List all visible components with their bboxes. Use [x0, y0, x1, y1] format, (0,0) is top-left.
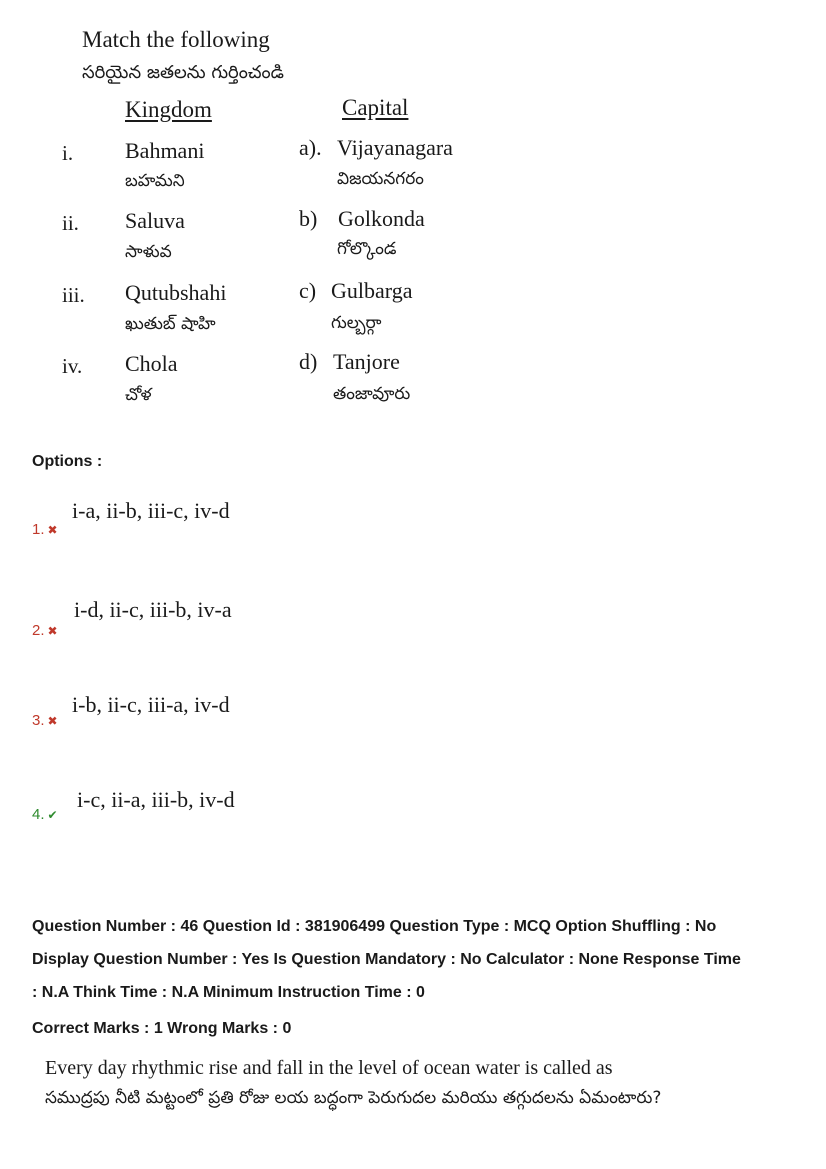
option-number: 4.	[32, 806, 45, 823]
kingdom-name-telugu: బహమని	[125, 171, 185, 191]
kingdom-name-telugu: సాళువ	[125, 242, 172, 262]
question-meta-line-1: Question Number : 46 Question Id : 381906499 Question Type : MCQ Option Shuffling : No	[32, 918, 717, 935]
option-2-text[interactable]: i-d, ii-c, iii-b, iv-a	[74, 597, 232, 622]
kingdom-name: Saluva	[125, 208, 185, 233]
kingdom-name: Bahmani	[125, 138, 205, 163]
question-title: Match the following	[82, 27, 270, 52]
kingdom-name-telugu: చోళ	[125, 385, 152, 405]
capital-name-telugu: విజయనగరం	[337, 169, 424, 189]
capital-letter: b)	[299, 206, 318, 231]
capital-name: Vijayanagara	[337, 135, 453, 160]
question-meta-line-4: Correct Marks : 1 Wrong Marks : 0	[32, 1020, 292, 1037]
capital-name-telugu: గుల్బర్గా	[331, 313, 382, 333]
options-label: Options :	[32, 453, 103, 470]
capital-name: Golkonda	[338, 206, 425, 231]
header-capital: Capital	[342, 95, 409, 120]
row-roman: iv.	[62, 354, 83, 378]
header-kingdom: Kingdom	[125, 97, 212, 122]
option-3-text[interactable]: i-b, ii-c, iii-a, iv-d	[72, 692, 230, 717]
option-1-number	[32, 521, 58, 538]
capital-name-telugu: తంజావూరు	[333, 384, 411, 404]
capital-name: Tanjore	[333, 349, 400, 374]
row-roman: ii.	[62, 211, 79, 235]
capital-letter: a).	[299, 135, 322, 160]
capital-letter: d)	[299, 349, 318, 374]
capital-letter: c)	[299, 278, 317, 303]
row-roman: iii.	[62, 283, 85, 307]
wrong-mark-icon: ✖	[47, 714, 58, 728]
wrong-mark-icon: ✖	[47, 624, 58, 638]
option-1-text[interactable]: i-a, ii-b, iii-c, iv-d	[72, 498, 230, 523]
option-number: 2.	[32, 622, 45, 639]
question-title-telugu: సరియైన జతలను గుర్తించండి	[82, 62, 284, 83]
wrong-mark-icon: ✖	[47, 523, 58, 537]
question-meta-line-3: : N.A Think Time : N.A Minimum Instruction Time : 0	[32, 984, 425, 1001]
capital-name: Gulbarga	[331, 278, 413, 303]
option-number: 1.	[32, 521, 45, 538]
kingdom-name: Chola	[125, 351, 178, 376]
option-2-number	[32, 622, 58, 639]
next-question-text-telugu: సముద్రపు నీటి మట్టంలో ప్రతి రోజు లయ బద్ధంగా పెరుగుదల మరియు తగ్గుదలను ఏమంటారు?	[45, 1088, 662, 1108]
correct-check-icon: ✔	[47, 808, 58, 822]
capital-name-telugu: గోల్కొండ	[337, 239, 397, 259]
option-4-text[interactable]: i-c, ii-a, iii-b, iv-d	[77, 787, 235, 812]
kingdom-name: Qutubshahi	[125, 280, 227, 305]
question-meta-line-2: Display Question Number : Yes Is Question Mandatory : No Calculator : None Response Time	[32, 951, 741, 968]
option-3-number	[32, 712, 58, 729]
option-4-number	[32, 806, 58, 823]
option-number: 3.	[32, 712, 45, 729]
row-roman: i.	[62, 141, 74, 165]
next-question-text: Every day rhythmic rise and fall in the level of ocean water is called as	[45, 1057, 613, 1079]
kingdom-name-telugu: ఖుతుబ్ షాహి	[125, 314, 216, 334]
